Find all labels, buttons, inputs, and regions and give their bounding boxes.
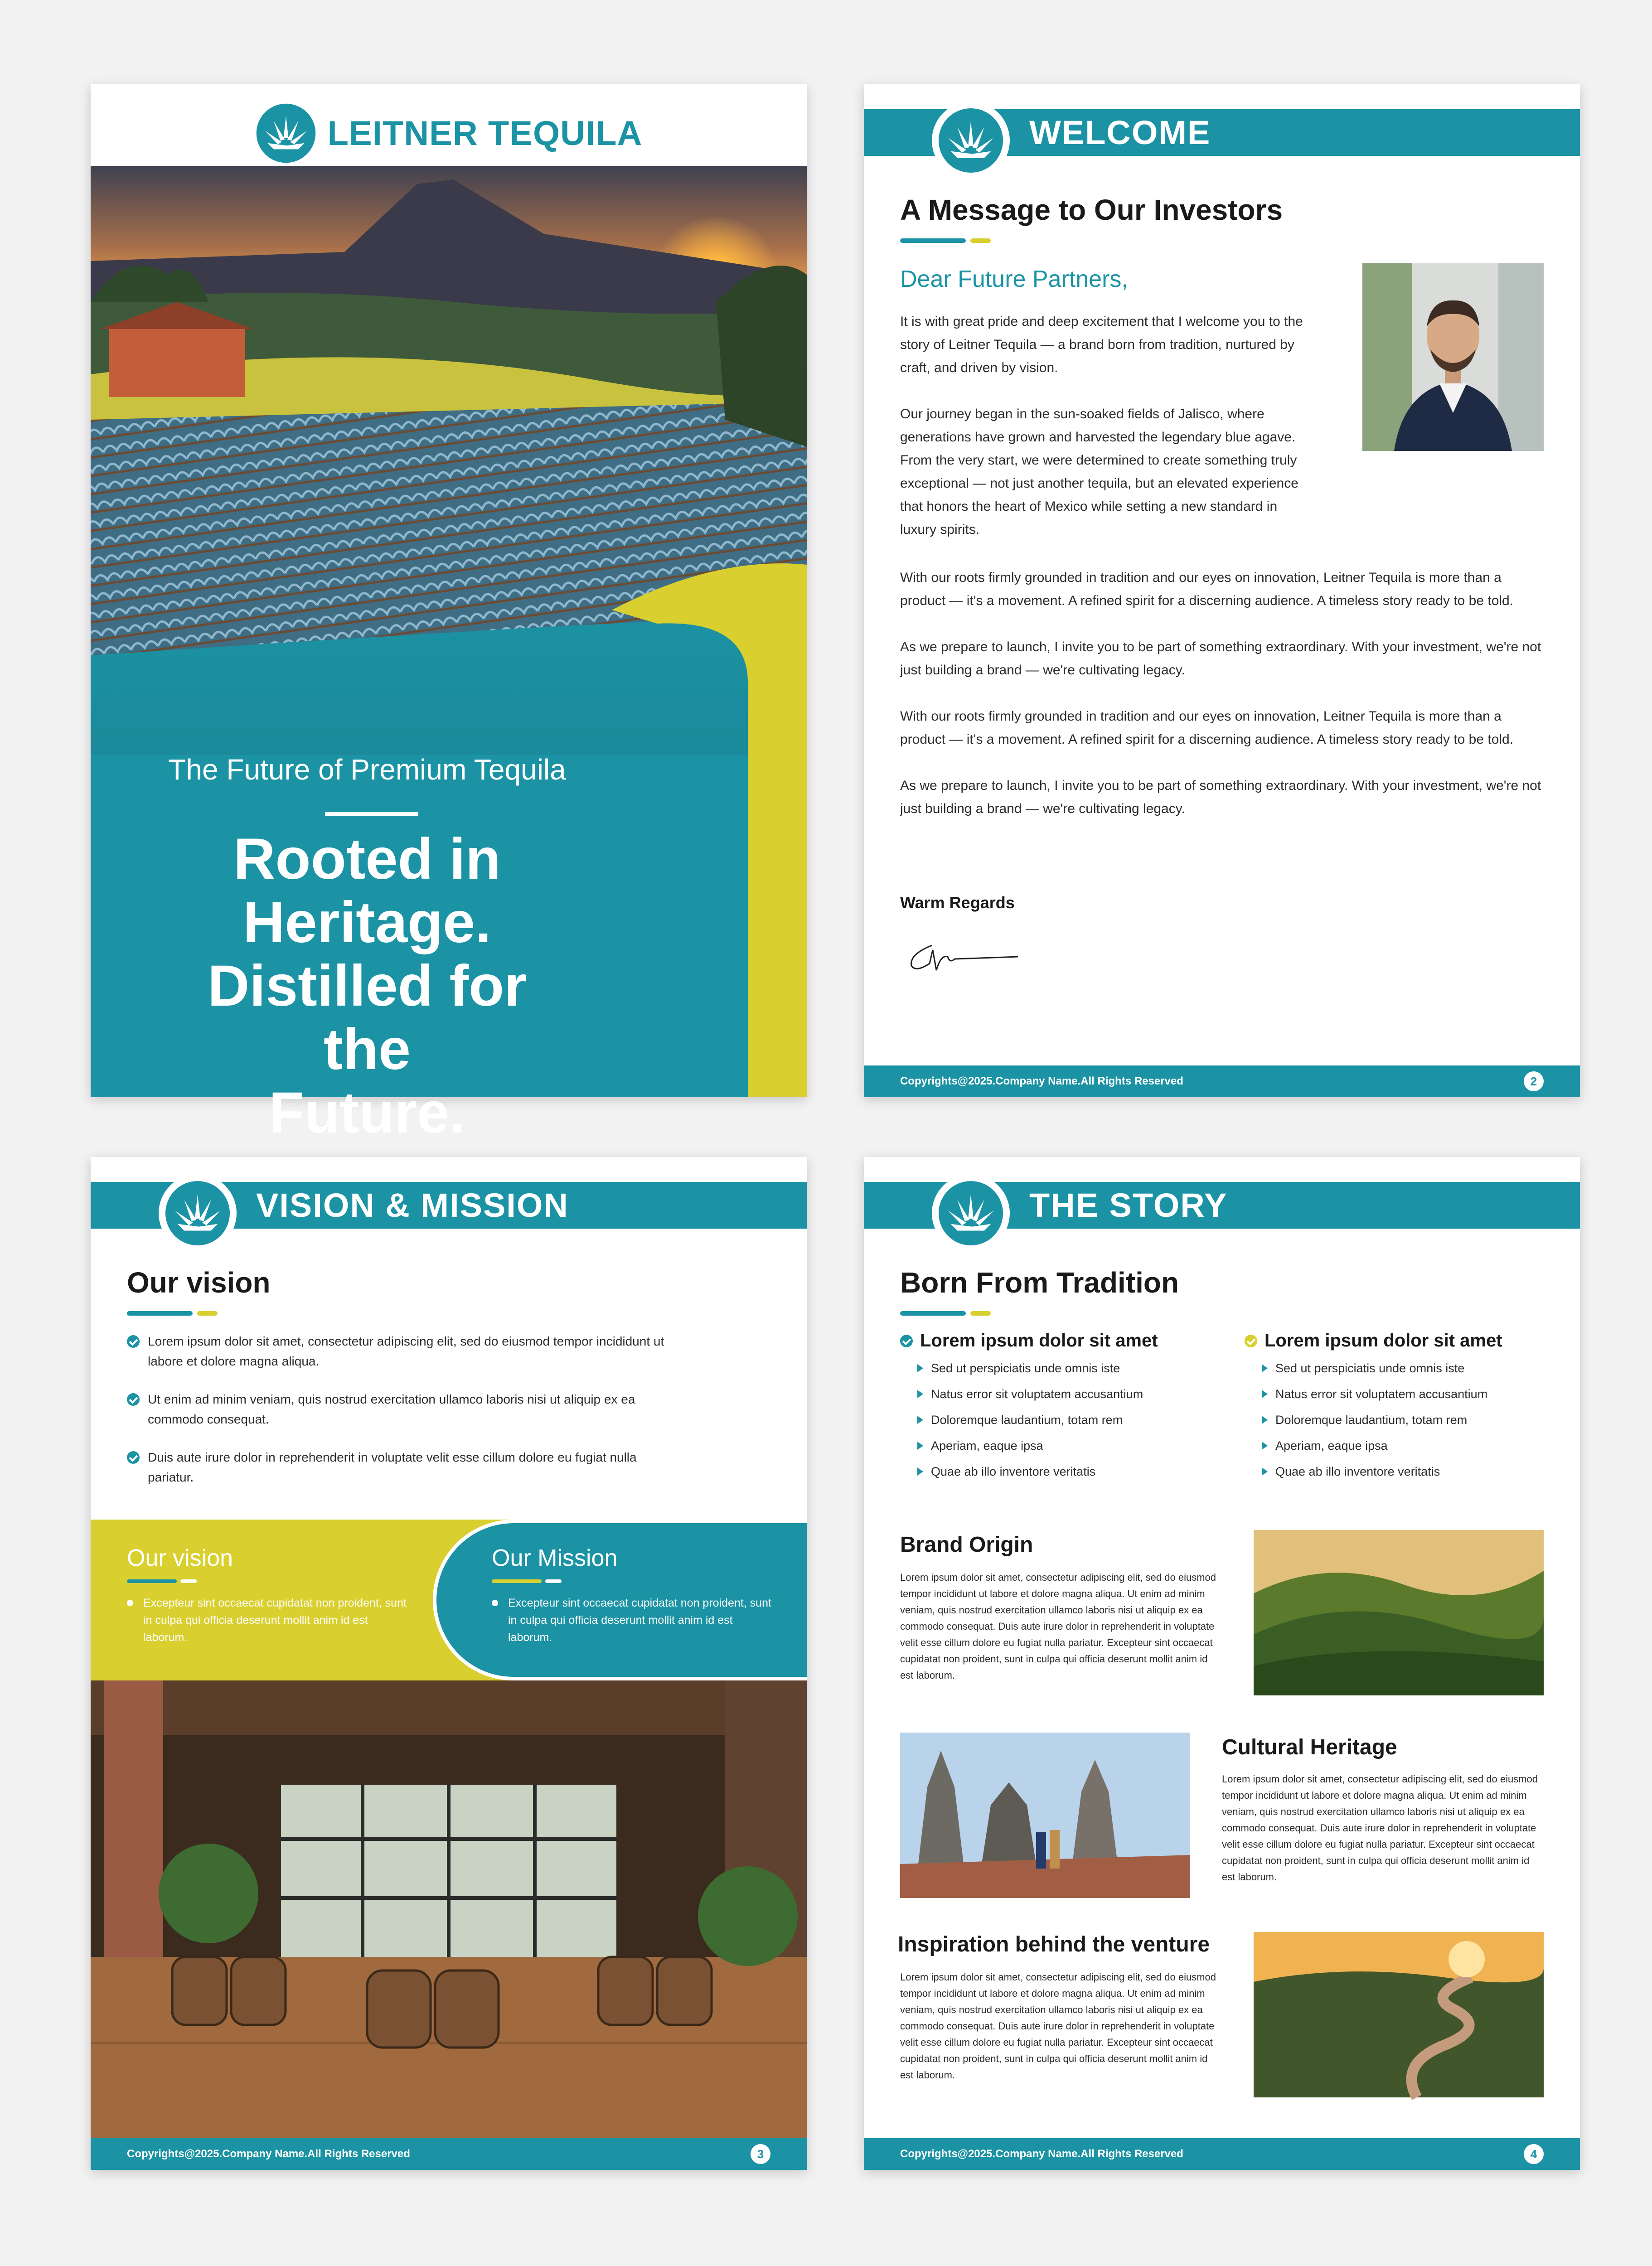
- page-title: Our vision: [127, 1266, 271, 1299]
- footer-copyright: Copyrights@2025.Company Name.All Rights Reserved: [900, 1075, 1183, 1087]
- list-item: Sed ut perspiciatis unde omnis iste: [915, 1356, 1143, 1381]
- agave-logo-icon: [164, 1180, 231, 1247]
- letter-paragraph: With our roots firmly grounded in tradition and our eyes on innovation, Leitner Tequila is more than a product — it's a movement. A refined spirit for a discerning audience. A timeless story ready to be told.: [900, 709, 1514, 747]
- column-list: [1259, 1356, 1487, 1485]
- mission-card-rule: [492, 1579, 542, 1583]
- story-page: [864, 1157, 1580, 2170]
- footer-copyright: Copyrights@2025.Company Name.All Rights Reserved: [127, 2148, 410, 2160]
- list-item-text: Duis aute irure dolor in reprehenderit in voluptate velit esse cillum dolore eu fugiat nulla pariatur.: [148, 1450, 637, 1484]
- letter-paragraph: With our roots firmly grounded in tradition and our eyes on innovation, Leitner Tequila is more than a product — it's a movement. A refined spirit for a discerning audience. A timeless story ready to be told.: [900, 570, 1514, 608]
- headline-line-3: Future.: [269, 1080, 465, 1145]
- mission-card-title: Our Mission: [492, 1545, 618, 1571]
- agave-logo-icon: [937, 1180, 1004, 1247]
- brand-name: LEITNER TEQUILA: [327, 114, 643, 153]
- title-underline: [900, 238, 991, 243]
- cultural-heritage-heading: Cultural Heritage: [1222, 1735, 1397, 1759]
- page-title: Born From Tradition: [900, 1266, 1179, 1299]
- header-logo: [932, 102, 1010, 179]
- list-item: Aperiam, eaque ipsa: [915, 1433, 1143, 1459]
- vision-mission-page: [91, 1157, 807, 2170]
- section-title: VISION & MISSION: [256, 1186, 569, 1224]
- page-number: 3: [751, 2144, 770, 2164]
- agave-field-photo: [91, 166, 807, 755]
- column-heading-text: Lorem ipsum dolor sit amet: [920, 1331, 1158, 1351]
- letter-paragraph: Our journey began in the sun-soaked fields of Jalisco, where generations have grown and harvested the legendary blue agave. From the very start, we were determined to create something truly exceptional — not just another tequila, but an elevated experience that honors the heart of Mexico while setting a new standard in luxury spirits.: [900, 407, 1298, 537]
- barrel-hall-photo: [91, 1680, 807, 2138]
- column-list: [915, 1356, 1143, 1485]
- list-item-text: Lorem ipsum dolor sit amet, consectetur adipiscing elit, sed do eiusmod tempor incididunt ut labore et dolore magna aliqua.: [148, 1334, 664, 1368]
- letter-body-top: [900, 310, 1308, 564]
- list-item: Quae ab illo inventore veritatis: [915, 1459, 1143, 1485]
- list-item: Quae ab illo inventore veritatis: [1259, 1459, 1487, 1485]
- brand-origin-text: Lorem ipsum dolor sit amet, consectetur adipiscing elit, sed do eiusmod tempor incididunt ut labore et dolore magna aliqua. Ut enim ad minim veniam, quis nostrud exercitation ullamco laboris nisi ut aliquip ex ea commodo consequat. Duis aute irure dolor in reprehenderit in voluptate velit esse cillum dolore eu fugiat nulla pariatur. Excepteur sint occaecat cupidatat non proident, sunt in culpa qui officia deserunt mollit anim id est laborum.: [900, 1572, 1216, 1681]
- list-item: Aperiam, eaque ipsa: [1259, 1433, 1487, 1459]
- tagline-divider: [325, 812, 418, 816]
- page-footer: [864, 2138, 1580, 2170]
- letter-paragraph: It is with great pride and deep excitement that I welcome you to the story of Leitner Tequila — a brand born from tradition, nurtured by craft, and driven by vision.: [900, 314, 1303, 375]
- winding-road-photo: [1254, 1932, 1544, 2097]
- founder-portrait: [1362, 263, 1544, 451]
- vision-card-title: Our vision: [127, 1545, 233, 1571]
- vision-card-text: Excepteur sint occaecat cupidatat non proident, sunt in culpa qui officia deserunt mollit anim id est laborum.: [127, 1594, 408, 1646]
- page-footer: [91, 2138, 807, 2170]
- column-heading: [1245, 1331, 1502, 1351]
- list-item: Doloremque laudantium, totam rem: [1259, 1407, 1487, 1433]
- column-heading-text: Lorem ipsum dolor sit amet: [1264, 1331, 1502, 1351]
- cover-yellow-strip: [748, 619, 807, 1097]
- check-icon: [900, 1335, 913, 1347]
- title-underline: [900, 1311, 991, 1316]
- list-item: Doloremque laudantium, totam rem: [915, 1407, 1143, 1433]
- page-footer: [864, 1065, 1580, 1097]
- closing: Warm Regards: [900, 893, 1015, 912]
- title-underline: [127, 1311, 218, 1316]
- cultural-heritage-text: Lorem ipsum dolor sit amet, consectetur adipiscing elit, sed do eiusmod tempor incididunt ut labore et dolore magna aliqua. Ut enim ad minim veniam, quis nostrud exercitation ullamco laboris nisi ut aliquip ex ea commodo consequat. Duis aute irure dolor in reprehenderit in voluptate velit esse cillum dolore eu fugiat nulla pariatur. Excepteur sint occaecat cupidatat non proident, sunt in culpa qui officia deserunt mollit anim id est laborum.: [1222, 1773, 1538, 1883]
- section-title: THE STORY: [1029, 1186, 1228, 1224]
- inspiration-heading: Inspiration behind the venture: [898, 1932, 1210, 1956]
- section-title: WELCOME: [1029, 114, 1211, 151]
- salutation: Dear Future Partners,: [900, 266, 1128, 292]
- brand-origin-heading: Brand Origin: [900, 1533, 1033, 1557]
- list-item: [127, 1448, 671, 1487]
- list-item: Natus error sit voluptatem accusantium: [1259, 1381, 1487, 1407]
- letter-paragraph: As we prepare to launch, I invite you to be part of something extraordinary. With your investment, we're not just building a brand — we're cultivating legacy.: [900, 639, 1541, 678]
- check-icon: [1245, 1335, 1257, 1347]
- mission-card-text: Excepteur sint occaecat cupidatat non proident, sunt in culpa qui officia deserunt mollit anim id est laborum.: [492, 1594, 773, 1646]
- list-item-text: Ut enim ad minim veniam, quis nostrud exercitation ullamco laboris nisi ut aliquip ex ea commodo consequat.: [148, 1392, 635, 1426]
- mission-card-rule: [545, 1579, 562, 1583]
- column-heading: [900, 1331, 1158, 1351]
- headline-line-2: Distilled for the: [207, 954, 527, 1082]
- page-number: 2: [1524, 1071, 1544, 1091]
- header-logo: [932, 1174, 1010, 1252]
- letter-paragraph: As we prepare to launch, I invite you to be part of something extraordinary. With your investment, we're not just building a brand — we're cultivating legacy.: [900, 778, 1541, 816]
- page-title: A Message to Our Investors: [900, 194, 1283, 226]
- letter-body-bottom: [900, 566, 1544, 843]
- page-number: 4: [1524, 2144, 1544, 2164]
- headline-line-1: Rooted in Heritage.: [233, 827, 501, 955]
- check-icon: [127, 1335, 140, 1348]
- signature: [905, 936, 1027, 977]
- check-icon: [127, 1393, 140, 1406]
- list-item: Natus error sit voluptatem accusantium: [915, 1381, 1143, 1407]
- check-icon: [127, 1451, 140, 1464]
- list-item: Sed ut perspiciatis unde omnis iste: [1259, 1356, 1487, 1381]
- list-item: [127, 1390, 671, 1429]
- green-hills-photo: [1254, 1530, 1544, 1695]
- brand-header: [91, 102, 807, 165]
- vision-card-rule: [180, 1579, 197, 1583]
- footer-copyright: Copyrights@2025.Company Name.All Rights Reserved: [900, 2148, 1183, 2160]
- cover-tagline: The Future of Premium Tequila: [168, 753, 566, 786]
- vision-card-rule: [127, 1579, 177, 1583]
- vision-list: [127, 1332, 671, 1506]
- cover-page: [91, 84, 807, 1145]
- cover-headline: [159, 828, 576, 1145]
- agave-logo-icon: [937, 107, 1004, 174]
- header-logo: [159, 1174, 237, 1252]
- temple-ruins-photo: [900, 1733, 1190, 1898]
- inspiration-text: Lorem ipsum dolor sit amet, consectetur adipiscing elit, sed do eiusmod tempor incididunt ut labore et dolore magna aliqua. Ut enim ad minim veniam, quis nostrud exercitation ullamco laboris nisi ut aliquip ex ea commodo consequat. Duis aute irure dolor in reprehenderit in voluptate velit esse cillum dolore eu fugiat nulla pariatur. Excepteur sint occaecat cupidatat non proident, sunt in culpa qui officia deserunt mollit anim id est laborum.: [900, 1971, 1216, 2081]
- welcome-page: [864, 84, 1580, 1097]
- agave-logo-icon: [255, 102, 317, 164]
- list-item: [127, 1332, 671, 1371]
